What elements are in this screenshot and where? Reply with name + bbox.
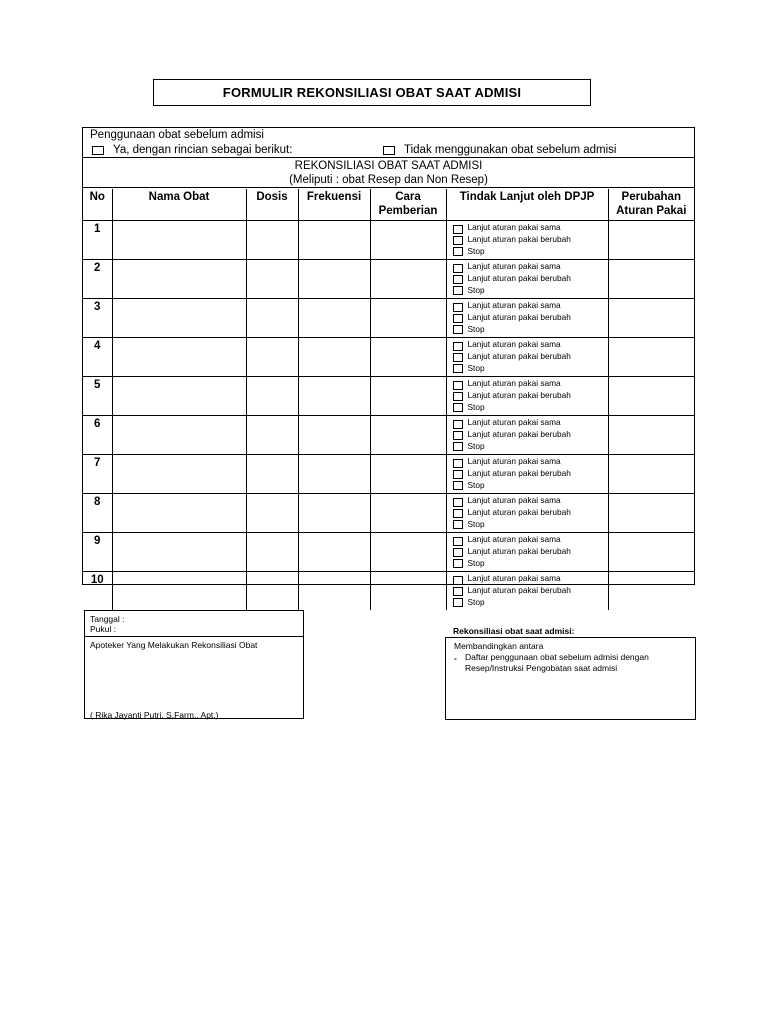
checkbox-changed[interactable] bbox=[453, 314, 463, 323]
dosis-cell[interactable] bbox=[246, 338, 298, 377]
row-number: 7 bbox=[83, 455, 112, 494]
date-time-section bbox=[85, 611, 303, 637]
cara-pemberian-cell[interactable] bbox=[370, 572, 446, 611]
tanggal-field[interactable]: Tanggal : bbox=[90, 614, 125, 624]
checkbox-stop[interactable] bbox=[453, 442, 463, 451]
option-same-label: Lanjut aturan pakai sama bbox=[467, 456, 561, 466]
cara-pemberian-cell[interactable] bbox=[370, 221, 446, 260]
table-header-row bbox=[83, 189, 694, 221]
checkbox-stop[interactable] bbox=[453, 364, 463, 373]
checkbox-stop[interactable] bbox=[453, 559, 463, 568]
checkbox-stop[interactable] bbox=[453, 286, 463, 295]
col-tindak-lanjut bbox=[446, 189, 608, 221]
col-tindak-lanjut-label: Tindak Lanjut oleh DPJP bbox=[459, 191, 595, 203]
checkbox-changed[interactable] bbox=[453, 275, 463, 284]
tindak-lanjut-cell bbox=[446, 572, 608, 611]
option-changed-label: Lanjut aturan pakai berubah bbox=[467, 468, 571, 478]
frekuensi-cell[interactable] bbox=[298, 221, 370, 260]
nama-obat-cell[interactable] bbox=[112, 494, 246, 533]
tindak-lanjut-cell bbox=[446, 377, 608, 416]
cara-pemberian-cell[interactable] bbox=[370, 533, 446, 572]
table-row bbox=[83, 494, 694, 533]
perubahan-cell[interactable] bbox=[608, 260, 694, 299]
row-number: 1 bbox=[83, 221, 112, 260]
pharmacist-signature-box bbox=[84, 610, 304, 719]
row-number: 8 bbox=[83, 494, 112, 533]
reconciliation-header bbox=[83, 158, 694, 188]
reconciliation-subtitle: (Meliputi : obat Resep dan Non Resep) bbox=[289, 174, 488, 186]
dosis-cell[interactable] bbox=[246, 572, 298, 611]
reconciliation-note-item: Daftar penggunaan obat sebelum admisi dengan Resep/Instruksi Pengobatan saat admisi bbox=[465, 652, 649, 673]
checkbox-same[interactable] bbox=[453, 342, 463, 351]
col-nama-obat-label: Nama Obat bbox=[148, 191, 210, 203]
checkbox-changed[interactable] bbox=[453, 236, 463, 245]
perubahan-cell[interactable] bbox=[608, 338, 694, 377]
option-stop-label: Stop bbox=[467, 558, 485, 568]
checkbox-changed[interactable] bbox=[453, 587, 463, 596]
option-yes-label: Ya, dengan rincian sebagai berikut: bbox=[113, 144, 293, 156]
option-same-label: Lanjut aturan pakai sama bbox=[467, 495, 561, 505]
option-no[interactable] bbox=[383, 144, 616, 156]
table-row bbox=[83, 416, 694, 455]
checkbox-stop[interactable] bbox=[453, 403, 463, 412]
list-bullet: - bbox=[454, 653, 457, 663]
cara-pemberian-cell[interactable] bbox=[370, 416, 446, 455]
option-changed-label: Lanjut aturan pakai berubah bbox=[467, 312, 571, 322]
col-cara-label-2: Pemberian bbox=[378, 205, 438, 217]
tindak-lanjut-cell bbox=[446, 494, 608, 533]
option-same-label: Lanjut aturan pakai sama bbox=[467, 573, 561, 583]
nama-obat-cell[interactable] bbox=[112, 338, 246, 377]
row-number: 6 bbox=[83, 416, 112, 455]
option-changed-label: Lanjut aturan pakai berubah bbox=[467, 507, 571, 517]
row-number: 2 bbox=[83, 260, 112, 299]
checkbox-stop[interactable] bbox=[453, 598, 463, 607]
cara-pemberian-cell[interactable] bbox=[370, 494, 446, 533]
form-title-text: FORMULIR REKONSILIASI OBAT SAAT ADMISI bbox=[222, 85, 522, 100]
option-yes[interactable] bbox=[92, 144, 292, 156]
checkbox-stop[interactable] bbox=[453, 520, 463, 529]
option-changed-label: Lanjut aturan pakai berubah bbox=[467, 546, 571, 556]
col-perubahan-label-1: Perubahan bbox=[621, 191, 681, 203]
checkbox-same[interactable] bbox=[453, 420, 463, 429]
frekuensi-cell[interactable] bbox=[298, 377, 370, 416]
checkbox-same[interactable] bbox=[453, 225, 463, 234]
col-frekuensi-label: Frekuensi bbox=[306, 191, 362, 203]
reconciliation-note-box bbox=[445, 637, 696, 720]
tindak-lanjut-cell bbox=[446, 455, 608, 494]
option-same-label: Lanjut aturan pakai sama bbox=[467, 339, 561, 349]
col-cara-label-1: Cara bbox=[395, 191, 421, 203]
dosis-cell[interactable] bbox=[246, 377, 298, 416]
cara-pemberian-cell[interactable] bbox=[370, 260, 446, 299]
col-no bbox=[83, 189, 112, 221]
frekuensi-cell[interactable] bbox=[298, 572, 370, 611]
medication-table bbox=[83, 189, 694, 610]
nama-obat-cell[interactable] bbox=[112, 299, 246, 338]
nama-obat-cell[interactable] bbox=[112, 455, 246, 494]
option-stop-label: Stop bbox=[467, 402, 485, 412]
col-no-label: No bbox=[89, 191, 105, 203]
nama-obat-cell[interactable] bbox=[112, 533, 246, 572]
option-changed-label: Lanjut aturan pakai berubah bbox=[467, 351, 571, 361]
option-stop-label: Stop bbox=[467, 363, 485, 373]
table-row bbox=[83, 299, 694, 338]
reconciliation-note-label: Rekonsiliasi obat saat admisi: bbox=[453, 626, 575, 636]
usage-heading: Penggunaan obat sebelum admisi bbox=[90, 129, 264, 141]
option-changed-label: Lanjut aturan pakai berubah bbox=[467, 585, 571, 595]
checkbox-same[interactable] bbox=[453, 498, 463, 507]
option-changed-label: Lanjut aturan pakai berubah bbox=[467, 390, 571, 400]
checkbox-changed[interactable] bbox=[453, 509, 463, 518]
option-stop-label: Stop bbox=[467, 324, 485, 334]
option-stop-label: Stop bbox=[467, 480, 485, 490]
option-stop-label: Stop bbox=[467, 246, 485, 256]
table-row bbox=[83, 455, 694, 494]
tindak-lanjut-cell bbox=[446, 299, 608, 338]
cara-pemberian-cell[interactable] bbox=[370, 338, 446, 377]
row-number: 3 bbox=[83, 299, 112, 338]
option-stop-label: Stop bbox=[467, 597, 485, 607]
option-same-label: Lanjut aturan pakai sama bbox=[467, 534, 561, 544]
frekuensi-cell[interactable] bbox=[298, 455, 370, 494]
checkbox-yes[interactable] bbox=[92, 146, 104, 155]
dosis-cell[interactable] bbox=[246, 416, 298, 455]
pharmacist-name: ( Rika Jayanti Putri, S.Farm., Apt.) bbox=[90, 710, 219, 720]
option-same-label: Lanjut aturan pakai sama bbox=[467, 300, 561, 310]
checkbox-no[interactable] bbox=[383, 146, 395, 155]
nama-obat-cell[interactable] bbox=[112, 416, 246, 455]
checkbox-changed[interactable] bbox=[453, 392, 463, 401]
tindak-lanjut-cell bbox=[446, 221, 608, 260]
checkbox-same[interactable] bbox=[453, 303, 463, 312]
frekuensi-cell[interactable] bbox=[298, 533, 370, 572]
col-cara-pemberian bbox=[370, 189, 446, 221]
option-same-label: Lanjut aturan pakai sama bbox=[467, 261, 561, 271]
tindak-lanjut-cell bbox=[446, 338, 608, 377]
col-frekuensi bbox=[298, 189, 370, 221]
row-number: 9 bbox=[83, 533, 112, 572]
perubahan-cell[interactable] bbox=[608, 221, 694, 260]
frekuensi-cell[interactable] bbox=[298, 338, 370, 377]
cara-pemberian-cell[interactable] bbox=[370, 299, 446, 338]
option-stop-label: Stop bbox=[467, 441, 485, 451]
tindak-lanjut-cell bbox=[446, 533, 608, 572]
reconciliation-title: REKONSILIASI OBAT SAAT ADMISI bbox=[294, 160, 483, 172]
option-changed-label: Lanjut aturan pakai berubah bbox=[467, 234, 571, 244]
table-row bbox=[83, 377, 694, 416]
reconciliation-form bbox=[82, 127, 695, 607]
checkbox-changed[interactable] bbox=[453, 353, 463, 362]
table-row bbox=[83, 221, 694, 260]
frekuensi-cell[interactable] bbox=[298, 494, 370, 533]
reconciliation-note-intro: Membandingkan antara bbox=[454, 641, 544, 651]
dosis-cell[interactable] bbox=[246, 260, 298, 299]
checkbox-changed[interactable] bbox=[453, 431, 463, 440]
option-changed-label: Lanjut aturan pakai berubah bbox=[467, 273, 571, 283]
table-row bbox=[83, 572, 694, 611]
perubahan-cell[interactable] bbox=[608, 572, 694, 611]
pukul-field[interactable]: Pukul : bbox=[90, 624, 116, 634]
checkbox-changed[interactable] bbox=[453, 470, 463, 479]
col-nama-obat bbox=[112, 189, 246, 221]
perubahan-cell[interactable] bbox=[608, 416, 694, 455]
dosis-cell[interactable] bbox=[246, 455, 298, 494]
dosis-cell[interactable] bbox=[246, 494, 298, 533]
option-same-label: Lanjut aturan pakai sama bbox=[467, 417, 561, 427]
cara-pemberian-cell[interactable] bbox=[370, 455, 446, 494]
checkbox-stop[interactable] bbox=[453, 481, 463, 490]
dosis-cell[interactable] bbox=[246, 533, 298, 572]
option-no-label: Tidak menggunakan obat sebelum admisi bbox=[404, 144, 617, 156]
usage-section bbox=[83, 128, 694, 158]
table-row bbox=[83, 260, 694, 299]
option-same-label: Lanjut aturan pakai sama bbox=[467, 378, 561, 388]
table-row bbox=[83, 533, 694, 572]
checkbox-stop[interactable] bbox=[453, 325, 463, 334]
col-perubahan bbox=[608, 189, 694, 221]
perubahan-cell[interactable] bbox=[608, 455, 694, 494]
checkbox-same[interactable] bbox=[453, 576, 463, 585]
option-stop-label: Stop bbox=[467, 285, 485, 295]
checkbox-same[interactable] bbox=[453, 381, 463, 390]
row-number: 4 bbox=[83, 338, 112, 377]
nama-obat-cell[interactable] bbox=[112, 572, 246, 611]
frekuensi-cell[interactable] bbox=[298, 416, 370, 455]
cara-pemberian-cell[interactable] bbox=[370, 377, 446, 416]
perubahan-cell[interactable] bbox=[608, 299, 694, 338]
row-number: 10 bbox=[83, 572, 112, 611]
option-same-label: Lanjut aturan pakai sama bbox=[467, 222, 561, 232]
option-stop-label: Stop bbox=[467, 519, 485, 529]
perubahan-cell[interactable] bbox=[608, 377, 694, 416]
frekuensi-cell[interactable] bbox=[298, 299, 370, 338]
tindak-lanjut-cell bbox=[446, 260, 608, 299]
table-row bbox=[83, 338, 694, 377]
checkbox-same[interactable] bbox=[453, 264, 463, 273]
col-dosis-label: Dosis bbox=[256, 191, 288, 203]
nama-obat-cell[interactable] bbox=[112, 377, 246, 416]
dosis-cell[interactable] bbox=[246, 299, 298, 338]
form-title bbox=[153, 79, 591, 106]
checkbox-stop[interactable] bbox=[453, 247, 463, 256]
tindak-lanjut-cell bbox=[446, 416, 608, 455]
frekuensi-cell[interactable] bbox=[298, 260, 370, 299]
checkbox-same[interactable] bbox=[453, 537, 463, 546]
pharmacist-role: Apoteker Yang Melakukan Rekonsiliasi Obat bbox=[90, 640, 258, 650]
row-number: 5 bbox=[83, 377, 112, 416]
checkbox-same[interactable] bbox=[453, 459, 463, 468]
dosis-cell[interactable] bbox=[246, 221, 298, 260]
checkbox-changed[interactable] bbox=[453, 548, 463, 557]
perubahan-cell[interactable] bbox=[608, 533, 694, 572]
option-changed-label: Lanjut aturan pakai berubah bbox=[467, 429, 571, 439]
nama-obat-cell[interactable] bbox=[112, 221, 246, 260]
nama-obat-cell[interactable] bbox=[112, 260, 246, 299]
perubahan-cell[interactable] bbox=[608, 494, 694, 533]
col-perubahan-label-2: Aturan Pakai bbox=[616, 205, 687, 217]
col-dosis bbox=[246, 189, 298, 221]
